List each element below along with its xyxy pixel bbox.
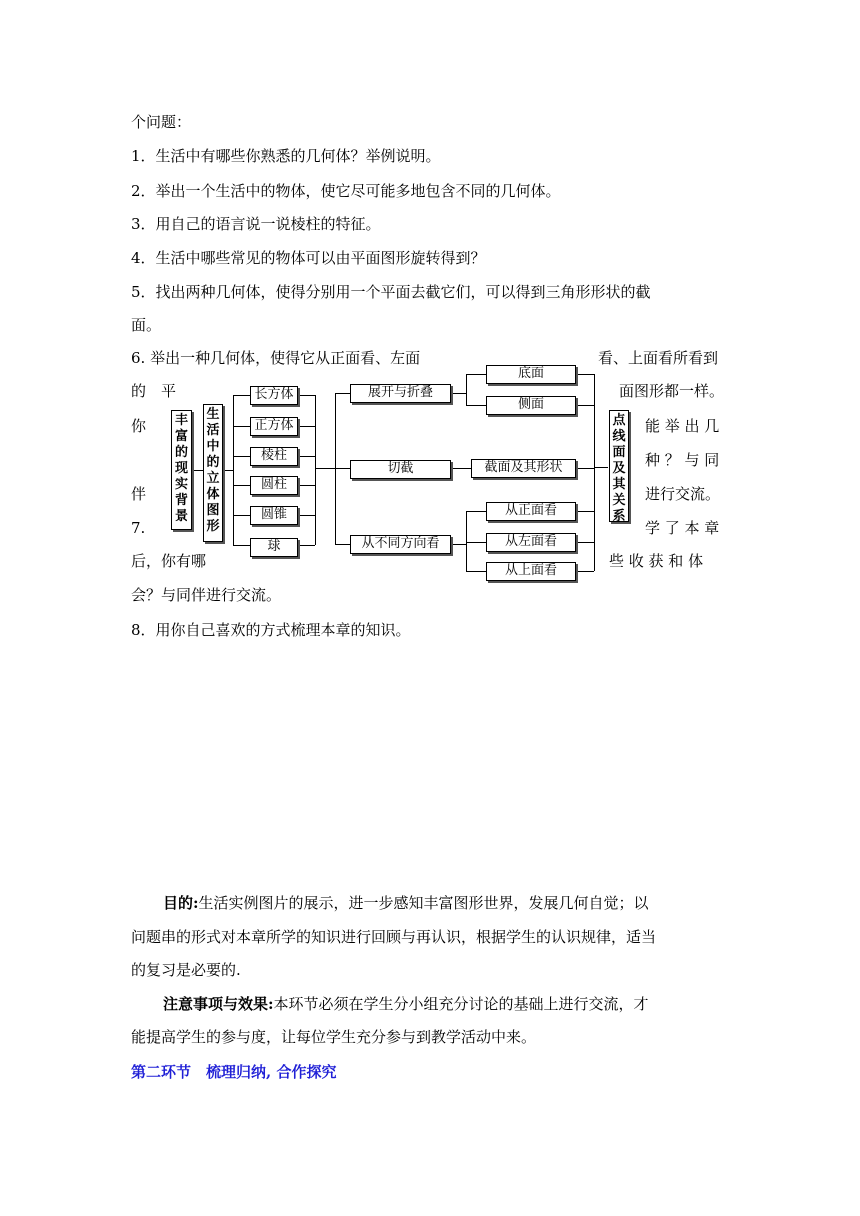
detail-left-view: 从左面看 [486,533,576,552]
connector [298,515,315,516]
purpose-paragraph [163,893,649,913]
text-line: 个问题： [131,113,192,131]
connector [594,467,608,468]
notes-label: 注意事项与效果: [163,995,274,1013]
connector [466,571,486,572]
question-1: 1．生活中有哪些你熟悉的几何体？举例说明。 [131,147,441,165]
wrap-right: 面图形都一样。 [619,382,725,400]
solid-cylinder: 圆柱 [250,476,298,495]
connector [451,468,471,469]
connector [298,395,315,396]
wrap-left: 你 [131,417,147,435]
question-6-right: 看、上面看所看到 [598,349,719,367]
purpose-text: 问题串的形式对本章所学的知识进行回顾与再认识，根据学生的认识规律，适当 [131,928,657,946]
connector [466,374,486,375]
purpose-label: 目的: [163,894,199,912]
question-6-left: 6. 举出一种几何体，使得它从正面看、左面 [131,349,421,367]
connector [576,468,594,469]
connector [233,515,250,516]
question-4: 4．生活中哪些常见的物体可以由平面图形旋转得到？ [131,249,486,267]
solid-prism: 棱柱 [250,447,298,466]
notes-text: 能提高学生的参与度，让每位学生充分参与到教学活动中来。 [131,1028,537,1046]
question-7-left: 7. [131,519,146,537]
method-cut: 切截 [350,460,451,479]
connector [576,374,594,375]
connector [576,542,594,543]
connector [576,571,594,572]
wrap-left: 后，你有哪 [131,552,207,570]
method-unfold-fold: 展开与折叠 [350,384,451,403]
purpose-text: 的复习是必要的. [131,961,241,979]
life-solids-box: 生活中的立体图形 [203,404,223,542]
connector [315,468,335,469]
connector [298,426,315,427]
connector [466,511,467,571]
connector [576,405,594,406]
solid-cube: 正方体 [250,417,298,436]
wrap-right: 能 举 出 几 [645,417,720,435]
wrap-right: 进行交流。 [645,485,721,503]
connector [233,456,250,457]
connector [451,544,466,545]
connector [466,405,486,406]
connector [223,470,233,471]
question-7-cont: 会？与同伴进行交流。 [131,586,282,604]
connector [335,393,336,544]
connector [233,485,250,486]
connector [233,395,234,545]
question-5-cont: 面。 [131,316,162,334]
detail-base-face: 底面 [486,365,576,384]
wrap-left: 伴 [131,485,147,503]
solid-cuboid: 长方体 [250,386,298,405]
solid-sphere: 球 [250,538,298,557]
connector [335,544,350,545]
connector [466,511,486,512]
connector [298,456,315,457]
wrap-right: 学 了 本 章 [645,519,720,537]
detail-side-face: 侧面 [486,396,576,415]
connector [233,395,250,396]
connector [594,374,595,571]
question-3: 3．用自己的语言说一说棱柱的特征。 [131,215,381,233]
notes-text: 本环节必须在学生分小组充分讨论的基础上进行交流，才 [273,995,649,1013]
notes-paragraph [163,994,649,1014]
connector [298,485,315,486]
point-line-plane-box: 点线面及其关系 [609,410,629,522]
wrap-right: 种 ？ 与 同 [645,451,720,469]
real-background-box: 丰富的现实背景 [171,410,192,530]
connector [335,393,350,394]
detail-cross-section: 截面及其形状 [471,459,576,478]
connector [298,545,315,546]
section-heading: 第二环节 梳理归纳, 合作探究 [131,1063,337,1081]
connector [451,393,466,394]
question-5: 5．找出两种几何体，使得分别用一个平面去截它们，可以得到三角形形状的截 [131,283,651,301]
detail-top-view: 从上面看 [486,562,576,581]
wrap-right: 些 收 获 和 体 [609,552,704,570]
purpose-text: 生活实例图片的展示，进一步感知丰富图形世界，发展几何自觉；以 [198,894,649,912]
connector [335,468,350,469]
question-8: 8．用你自己喜欢的方式梳理本章的知识。 [131,621,411,639]
method-views: 从不同方向看 [350,535,451,554]
connector [193,470,203,471]
connector [466,542,486,543]
question-2: 2．举出一个生活中的物体，使它尽可能多地包含不同的几何体。 [131,182,561,200]
connector [466,374,467,405]
connector [576,511,594,512]
detail-front-view: 从正面看 [486,502,576,521]
connector [233,545,250,546]
wrap-left: 的 平 [131,382,177,400]
connector [233,426,250,427]
connector [315,395,316,545]
solid-cone: 圆锥 [250,506,298,525]
